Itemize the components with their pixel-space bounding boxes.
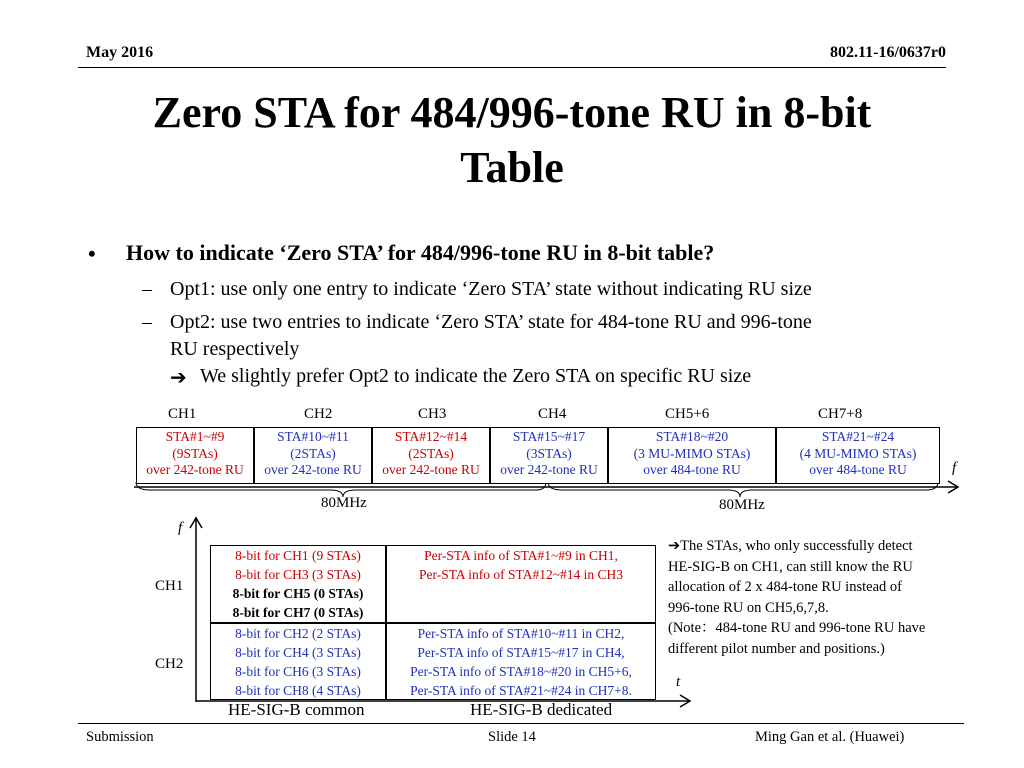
ch5-6-ru-size: over 484-tone RU xyxy=(643,462,741,477)
ch2-dedicated-entry: Per-STA info of STA#21~#24 in CH7+8. xyxy=(410,683,632,698)
ch7-8-sta-range: STA#21~#24 xyxy=(821,429,895,444)
ch2-sta-range: STA#10~#11 xyxy=(277,429,349,444)
footer-rule xyxy=(78,723,964,724)
bullet-dot: • xyxy=(88,241,96,266)
option1-text: Opt1: use only one entry to indicate ‘Zero STA’ state without indicating RU size xyxy=(170,278,812,300)
ch4-sta-range: STA#15~#17 xyxy=(512,429,586,444)
ch2-ru-size: over 242-tone RU xyxy=(264,462,362,477)
channel-box-ch1 xyxy=(136,427,254,484)
ch4-sta-count: (3STAs) xyxy=(526,445,572,461)
channel-label-ch7-8: CH7+8 xyxy=(818,406,863,422)
ch1-common-entry: 8-bit for CH5 (0 STAs) xyxy=(232,586,364,601)
ch2-dedicated-entry: Per-STA info of STA#15~#17 in CH4, xyxy=(417,645,625,660)
ch2-dedicated-entry: Per-STA info of STA#18~#20 in CH5+6, xyxy=(410,664,632,679)
dash-opt2: – xyxy=(142,311,152,333)
ch1-dedicated-entry: Per-STA info of STA#1~#9 in CH1, xyxy=(424,548,618,563)
freq-axis-label: f xyxy=(952,460,957,476)
ch2-dedicated-entry: Per-STA info of STA#10~#11 in CH2, xyxy=(417,626,625,641)
channel-box-ch5-6 xyxy=(608,427,776,484)
ch1-ru-size: over 242-tone RU xyxy=(146,462,244,477)
channel-label-ch5-6: CH5+6 xyxy=(665,406,710,422)
channel-box-ch4 xyxy=(490,427,608,484)
ch1-common-field xyxy=(210,545,386,623)
ch2-common-entry: 8-bit for CH4 (3 STAs) xyxy=(235,645,361,660)
ch7-8-ru-size: over 484-tone RU xyxy=(809,462,907,477)
footer-submission: Submission xyxy=(86,729,154,745)
sigb-ch1-label: CH1 xyxy=(155,578,184,594)
note-line: different pilot number and positions.) xyxy=(668,640,885,657)
channel-box-ch2 xyxy=(254,427,372,484)
note-line: The STAs, who only successfully detect xyxy=(680,538,913,554)
sigb-common-label: HE-SIG-B common xyxy=(228,700,365,719)
ch2-common-field xyxy=(210,623,386,700)
sigb-dedicated-label: HE-SIG-B dedicated xyxy=(470,700,613,719)
header-doc-id: 802.11-16/0637r0 xyxy=(830,44,946,61)
arrow-icon: ➔ xyxy=(170,367,187,389)
channel-box-ch7-8 xyxy=(776,427,940,484)
channel-label-ch2: CH2 xyxy=(304,406,333,422)
ch7-8-sta-count: (4 MU-MIMO STAs) xyxy=(799,445,917,461)
ch5-6-sta-count: (3 MU-MIMO STAs) xyxy=(633,445,751,461)
footer-slide-number: Slide 14 xyxy=(488,729,536,745)
note-line: HE-SIG-B on CH1, can still know the RU xyxy=(668,558,913,575)
ch2-common-entry: 8-bit for CH8 (4 STAs) xyxy=(235,683,361,698)
ch4-ru-size: over 242-tone RU xyxy=(500,462,598,477)
dash-opt1: – xyxy=(142,278,152,300)
ch3-sta-count: (2STAs) xyxy=(408,445,454,461)
preference-text: We slightly prefer Opt2 to indicate the Zero STA on specific RU size xyxy=(200,365,752,387)
note-block xyxy=(668,536,988,659)
bandwidth-label-right: 80MHz xyxy=(719,497,765,513)
ch1-sta-count: (9STAs) xyxy=(172,445,218,461)
footer-author: Ming Gan et al. (Huawei) xyxy=(755,729,905,745)
channel-label-ch3: CH3 xyxy=(418,406,447,422)
note-line: allocation of 2 x 484-tone RU instead of xyxy=(668,579,902,595)
slide-title-line2: Table xyxy=(460,143,564,192)
ch1-common-entry: 8-bit for CH7 (0 STAs) xyxy=(232,605,364,620)
note-line: (Note：484-tone RU and 996-tone RU have xyxy=(668,620,926,636)
note-arrow-icon: ➔ xyxy=(668,538,681,554)
bullet-question: How to indicate ‘Zero STA’ for 484/996-tone RU in 8-bit table? xyxy=(126,240,715,265)
ch5-6-sta-range: STA#18~#20 xyxy=(655,429,729,444)
ch1-common-entry: 8-bit for CH3 (3 STAs) xyxy=(235,567,361,582)
note-line: 996-tone RU on CH5,6,7,8. xyxy=(668,599,829,616)
ch3-ru-size: over 242-tone RU xyxy=(382,462,480,477)
slide-title-line1: Zero STA for 484/996-tone RU in 8-bit xyxy=(152,88,872,137)
option2-text-line2: RU respectively xyxy=(170,338,300,360)
bandwidth-label-left: 80MHz xyxy=(321,495,367,511)
option2-text-line1: Opt2: use two entries to indicate ‘Zero STA’ state for 484-tone RU and 996-tone xyxy=(170,311,812,333)
ch1-common-entry: 8-bit for CH1 (9 STAs) xyxy=(235,548,361,563)
sigb-freq-label: f xyxy=(178,520,183,536)
ch1-sta-range: STA#1~#9 xyxy=(165,429,225,444)
ch3-sta-range: STA#12~#14 xyxy=(394,429,468,444)
sigb-ch2-label: CH2 xyxy=(155,656,184,672)
ch1-dedicated-field xyxy=(386,545,656,623)
sigb-time-label: t xyxy=(676,674,681,690)
ch2-dedicated-field xyxy=(386,623,656,700)
header-date: May 2016 xyxy=(86,44,154,61)
channel-label-ch1: CH1 xyxy=(168,406,197,422)
channel-box-ch3 xyxy=(372,427,490,484)
ch2-common-entry: 8-bit for CH2 (2 STAs) xyxy=(235,626,361,641)
ch2-sta-count: (2STAs) xyxy=(290,445,336,461)
channel-label-ch4: CH4 xyxy=(538,406,567,422)
ch2-common-entry: 8-bit for CH6 (3 STAs) xyxy=(235,664,361,679)
ch1-dedicated-entry: Per-STA info of STA#12~#14 in CH3 xyxy=(419,567,623,582)
